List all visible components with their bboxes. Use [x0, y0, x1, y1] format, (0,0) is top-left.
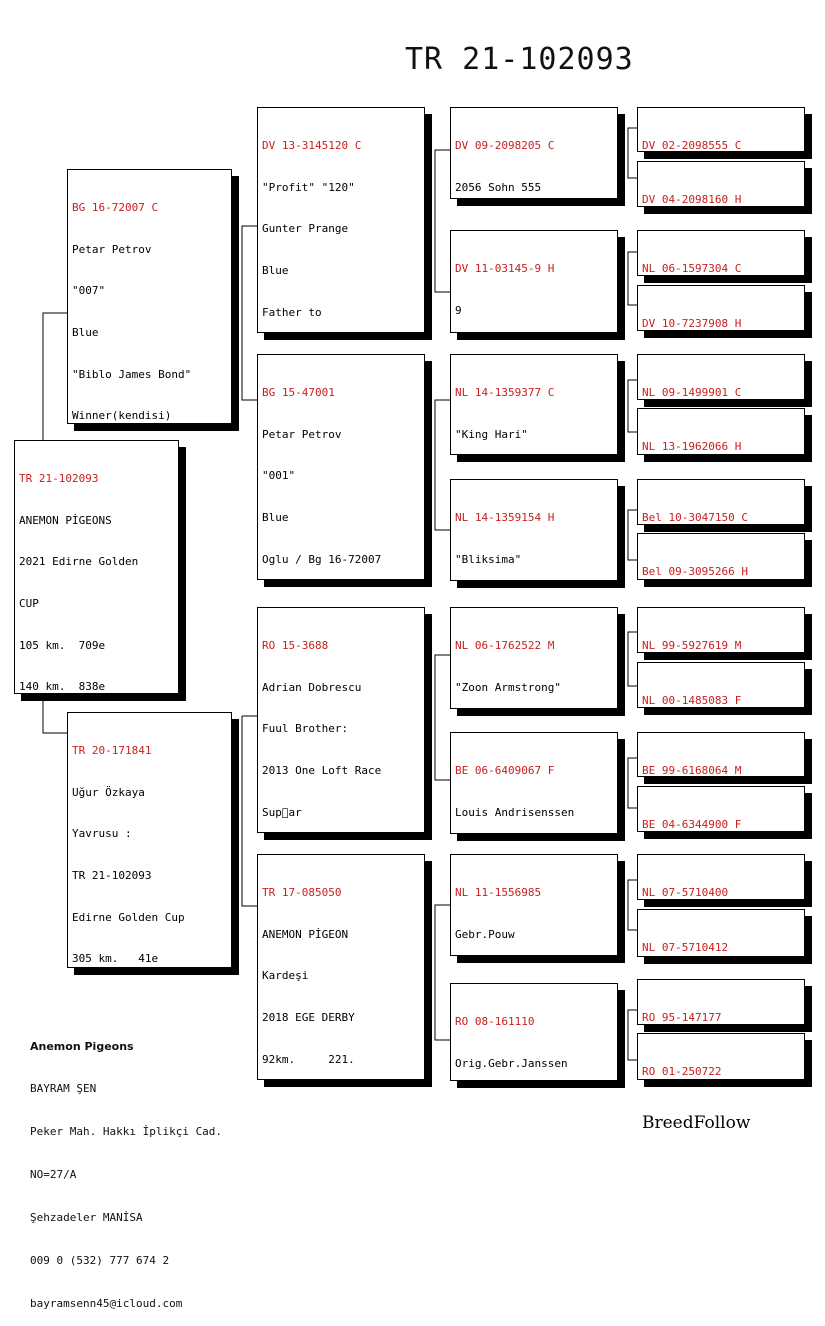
- pedigree-card-g9[interactable]: [637, 607, 805, 653]
- card-line: Gebr.Pouw: [455, 927, 515, 941]
- pedigree-card-sdd[interactable]: [450, 479, 618, 581]
- card-line: 9: [455, 303, 462, 317]
- pedigree-card-g1[interactable]: [637, 107, 805, 152]
- pedigree-card-g14[interactable]: [637, 909, 805, 957]
- card-line: 92km. 221.: [262, 1052, 355, 1066]
- card-line: Petar Petrov: [72, 242, 152, 256]
- card-line: Louis Andrisenssen: [455, 805, 575, 819]
- card-line: ANEMON PİGEONS: [19, 513, 112, 527]
- card-line: Sup ar: [262, 805, 302, 819]
- pedigree-card-g6[interactable]: [637, 408, 805, 455]
- pedigree-card-g15[interactable]: [637, 979, 805, 1025]
- ring-number: DV 02-2098555 C: [642, 138, 742, 152]
- owner-line: Peker Mah. Hakkı İplikçi Cad.: [30, 1125, 223, 1139]
- pedigree-card-dss[interactable]: [450, 607, 618, 709]
- pedigree-card-g3[interactable]: [637, 230, 805, 276]
- pedigree-card-ddd[interactable]: [450, 983, 618, 1081]
- owner-line: Şehzadeler MANİSA: [30, 1211, 143, 1225]
- card-line: Kardeşi: [262, 969, 309, 983]
- ring-number: NL 07-5710400: [642, 885, 729, 899]
- ring-number: RO 95-147177: [642, 1010, 722, 1024]
- card-line: Blue: [72, 325, 99, 339]
- owner-line: NO=27/A: [30, 1168, 77, 1182]
- ring-number: Bel 09-3095266 H: [642, 564, 748, 578]
- card-line: Gunter Prange: [262, 222, 349, 236]
- card-line: "King Hari": [455, 427, 528, 441]
- ring-number: DV 13-3145120 C: [262, 138, 362, 152]
- pedigree-card-g16[interactable]: [637, 1033, 805, 1080]
- ring-number: TR 17-085050: [262, 885, 342, 899]
- owner-name: Anemon Pigeons: [30, 1039, 134, 1053]
- pedigree-title: TR 21-102093: [405, 42, 634, 77]
- ring-number: RO 08-161110: [455, 1014, 535, 1028]
- ring-number: RO 15-3688: [262, 638, 329, 652]
- ring-number: NL 11-1556985: [455, 885, 542, 899]
- card-line: Winner(kendisi): [72, 409, 172, 423]
- pedigree-card-ssd[interactable]: [450, 230, 618, 333]
- card-line: "001": [262, 469, 296, 483]
- ring-number: DV 11-03145-9 H: [455, 261, 555, 275]
- pedigree-card-sss[interactable]: [450, 107, 618, 199]
- pedigree-card-sds[interactable]: [450, 354, 618, 455]
- ring-number: NL 06-1597304 C: [642, 261, 742, 275]
- ring-number: BG 16-72007 C: [72, 200, 159, 214]
- card-line: Fuul Brother:: [262, 722, 349, 736]
- pedigree-card-sire-sire[interactable]: [257, 107, 425, 333]
- pedigree-card-g10[interactable]: [637, 662, 805, 708]
- ring-number: NL 09-1499901 C: [642, 385, 742, 399]
- owner-line: BAYRAM ŞEN: [30, 1082, 97, 1096]
- pedigree-card-sire-dam[interactable]: [257, 354, 425, 580]
- pedigree-card-g11[interactable]: [637, 732, 805, 777]
- pedigree-card-g8[interactable]: [637, 533, 805, 580]
- pedigree-card-dds[interactable]: [450, 854, 618, 956]
- pedigree-card-sire[interactable]: [67, 169, 232, 424]
- card-line: Blue: [262, 263, 289, 277]
- pedigree-card-dam[interactable]: [67, 712, 232, 968]
- pedigree-card-dam-dam[interactable]: [257, 854, 425, 1080]
- pedigree-card-g12[interactable]: [637, 786, 805, 832]
- owner-email[interactable]: bayramsenn45@icloud.com: [30, 1296, 183, 1310]
- card-line: CUP: [19, 596, 39, 610]
- card-line: Uğur Özkaya: [72, 785, 145, 799]
- card-line: Father to: [262, 305, 322, 319]
- ring-number: DV 09-2098205 C: [455, 138, 555, 152]
- ring-number: TR 20-171841: [72, 743, 152, 757]
- card-line: "Biblo James Bond": [72, 367, 192, 381]
- ring-number: DV 04-2098160 H: [642, 192, 742, 206]
- ring-number: DV 10-7237908 H: [642, 316, 742, 330]
- ring-number: NL 14-1359154 H: [455, 510, 555, 524]
- card-line: 305 km. 41e: [72, 952, 159, 966]
- card-line: Yavrusu :: [72, 827, 132, 841]
- card-line: Blue: [262, 510, 289, 524]
- owner-line: 009 0 (532) 777 674 2: [30, 1254, 170, 1268]
- card-line: Edirne Golden Cup: [72, 910, 185, 924]
- ring-number: BE 04-6344900 F: [642, 817, 742, 831]
- card-line: 140 km. 838e: [19, 680, 106, 694]
- ring-number: NL 99-5927619 M: [642, 638, 742, 652]
- card-line: 2056 Sohn 555: [455, 180, 542, 194]
- pedigree-card-g2[interactable]: [637, 161, 805, 207]
- ring-number: TR 21-102093: [19, 471, 99, 485]
- card-line: ANEMON PİGEON: [262, 927, 349, 941]
- ring-number: NL 00-1485083 F: [642, 693, 742, 707]
- brand-logo-text: BreedFollow: [642, 1113, 751, 1133]
- ring-number: NL 13-1962066 H: [642, 439, 742, 453]
- ring-number: BG 15-47001: [262, 385, 335, 399]
- card-line: "Bliksima": [455, 552, 522, 566]
- pedigree-card-g13[interactable]: [637, 854, 805, 900]
- pedigree-card-g5[interactable]: [637, 354, 805, 400]
- ring-number: Bel 10-3047150 C: [642, 510, 748, 524]
- card-line: 2013 One Loft Race: [262, 763, 382, 777]
- ring-number: NL 07-5710412: [642, 940, 729, 954]
- card-line: "Profit" "120": [262, 180, 355, 194]
- card-line: Orig.Gebr.Janssen: [455, 1056, 568, 1070]
- card-line: TR 21-102093: [72, 868, 152, 882]
- ring-number: RO 01-250722: [642, 1064, 722, 1078]
- owner-contact-block: [30, 1011, 222, 1326]
- card-line: 2021 Edirne Golden: [19, 555, 139, 569]
- pedigree-card-dsd[interactable]: [450, 732, 618, 834]
- pedigree-card-subject[interactable]: [14, 440, 179, 694]
- ring-number: NL 06-1762522 M: [455, 638, 555, 652]
- card-line: 2018 EGE DERBY: [262, 1010, 355, 1024]
- card-line: Adrian Dobrescu: [262, 680, 362, 694]
- ring-number: BE 06-6409067 F: [455, 763, 555, 777]
- card-line: "007": [72, 284, 106, 298]
- ring-number: NL 14-1359377 C: [455, 385, 555, 399]
- pedigree-card-g4[interactable]: [637, 285, 805, 331]
- card-line: "Zoon Armstrong": [455, 680, 561, 694]
- pedigree-card-g7[interactable]: [637, 479, 805, 525]
- pedigree-card-dam-sire[interactable]: [257, 607, 425, 833]
- ring-number: BE 99-6168064 M: [642, 763, 742, 777]
- card-line: Petar Petrov: [262, 427, 342, 441]
- card-line: 105 km. 709e: [19, 638, 106, 652]
- card-line: Oglu / Bg 16-72007: [262, 552, 382, 566]
